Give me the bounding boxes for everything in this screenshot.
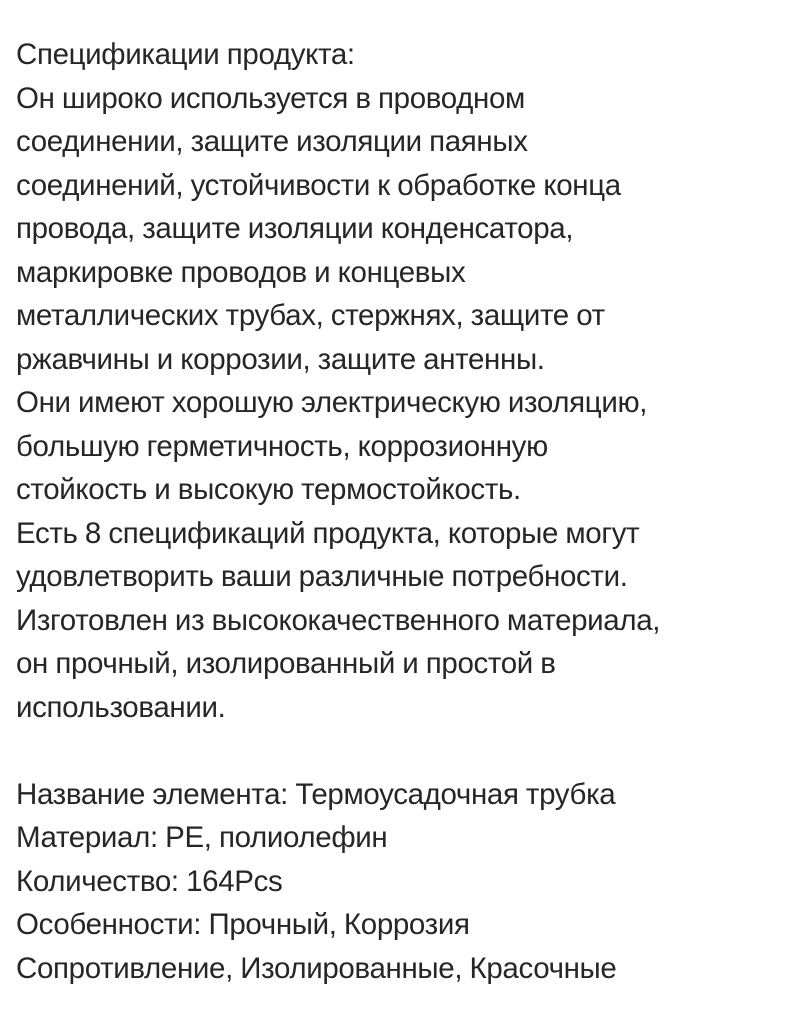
product-description-document: [16, 33, 806, 990]
features-line: Особенности: Прочный, Коррозия: [16, 908, 470, 941]
description-line: Изготовлен из высококачественного материала,: [16, 603, 661, 637]
description-line: соединении, защите изоляции паяных: [16, 125, 528, 158]
product-details-section: [16, 773, 806, 991]
description-line: большую герметичность, коррозионную: [16, 429, 548, 463]
description-line: Он широко используется в проводном: [16, 81, 525, 115]
section-spacer: [16, 729, 806, 773]
features-line-continued: Сопротивление, Изолированные, Красочные: [16, 951, 617, 985]
quantity-line: Количество: 164Pcs: [16, 864, 283, 898]
specifications-section: [16, 33, 806, 729]
description-line: стойкость и высокую термостойкость.: [16, 473, 521, 506]
item-name-line: Название элемента: Термоусадочная трубка: [16, 777, 616, 811]
description-line: провода, защите изоляции конденсатора,: [16, 212, 574, 245]
specifications-heading: Спецификации продукта:: [16, 38, 355, 71]
description-line: ржавчины и коррозии, защите антенны.: [16, 342, 545, 376]
description-line: металлических трубах, стержнях, защите от: [16, 299, 605, 332]
description-line: соединений, устойчивости к обработке конца: [16, 168, 621, 202]
description-line: маркировке проводов и концевых: [16, 255, 466, 289]
material-line: Материал: PE, полиолефин: [16, 821, 388, 854]
description-line: Они имеют хорошую электрическую изоляцию,: [16, 386, 648, 419]
description-line: удовлетворить ваши различные потребности.: [16, 560, 628, 593]
description-line: он прочный, изолированный и простой в: [16, 647, 556, 680]
description-line: Есть 8 спецификаций продукта, которые могут: [16, 516, 640, 550]
description-line: использовании.: [16, 690, 226, 724]
